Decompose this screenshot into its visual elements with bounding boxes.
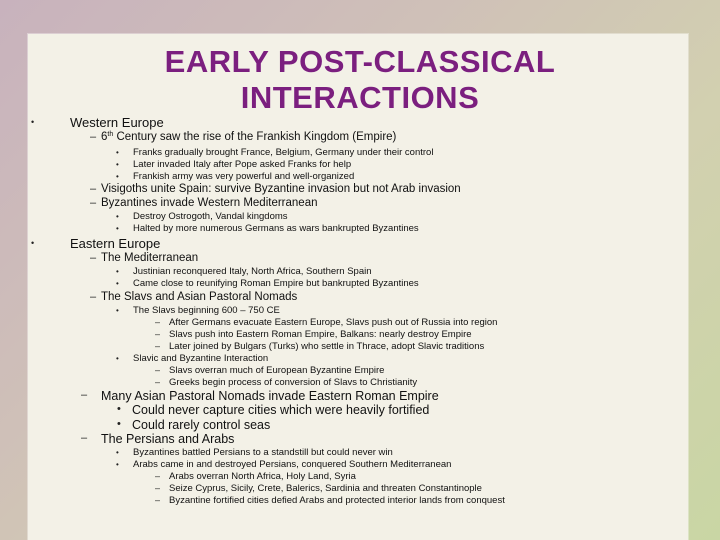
heading-eastern-europe: Eastern Europe [70,236,161,251]
nomads-point: Could never capture cities which were heavily fortified [132,403,430,417]
dash-marker: – [155,329,161,339]
nomads-point: Could rarely control seas [132,418,271,432]
dash-marker: – [155,341,161,351]
persians-subpoint: Byzantine fortified cities defied Arabs and protected interior lands from conquest [169,495,505,506]
slavs-subpoint: After Germans evacuate Eastern Europe, Slavs push out of Russia into region [169,317,498,328]
bullet-marker: • [117,403,121,415]
byzantines-line: Byzantines invade Western Mediterranean [101,197,318,209]
frankish-point: Franks gradually brought France, Belgium, Germany under their control [133,147,434,158]
dash-marker: – [90,183,97,195]
slavs-point: Slavic and Byzantine Interaction [133,353,269,364]
bullet-marker: • [116,306,119,315]
byzantine-point: Halted by more numerous Germans as wars bankrupted Byzantines [133,223,419,234]
persians-point: Arabs came in and destroyed Persians, conquered Southern Mediterranean [133,459,452,470]
slavs-subpoint: Slavs push into Eastern Roman Empire, Balkans: nearly destroy Empire [169,329,472,340]
bullet-marker: • [116,448,119,457]
dash-marker: – [155,377,161,387]
mediterranean-point: Justinian reconquered Italy, North Africa, Southern Spain [133,266,372,277]
slavs-nomads-line: The Slavs and Asian Pastoral Nomads [101,291,298,303]
bullet-marker: • [116,148,119,157]
dash-marker: – [155,471,161,481]
bullet-marker: • [116,212,119,221]
bullet-marker: • [116,460,119,469]
bullet-marker: • [116,279,119,288]
bullet-marker: • [116,224,119,233]
dash-marker: – [155,495,161,505]
dash-marker: – [155,317,161,327]
bullet-marker: • [116,172,119,181]
slavs-subpoint: Later joined by Bulgars (Turks) who settle in Thrace, adopt Slavic traditions [169,341,485,352]
persians-subpoint: Arabs overran North Africa, Holy Land, Syria [169,471,356,482]
dash-marker: – [90,197,97,209]
slavs-subpoint: Slavs overran much of European Byzantine Empire [169,365,385,376]
dash-marker: – [81,389,88,401]
bullet-marker: • [117,418,121,430]
bullet-marker: • [31,238,35,248]
persians-point: Byzantines battled Persians to a standstill but could never win [133,447,393,458]
frankish-kingdom-line [101,131,396,144]
persians-subpoint: Seize Cyprus, Sicily, Crete, Balerics, Sardinia and threaten Constantinople [169,483,482,494]
frankish-point: Frankish army was very powerful and well-organized [133,171,355,182]
bullet-marker: • [116,354,119,363]
frankish-text: Century saw the rise of the Frankish Kingdom (Empire) [113,131,397,143]
century-number: 6 [101,131,108,143]
byzantine-point: Destroy Ostrogoth, Vandal kingdoms [133,211,288,222]
frankish-point: Later invaded Italy after Pope asked Franks for help [133,159,352,170]
heading-western-europe: Western Europe [70,115,164,130]
persians-arabs-line: The Persians and Arabs [101,432,235,446]
dash-marker: – [81,432,88,444]
dash-marker: – [155,365,161,375]
bullet-marker: • [116,267,119,276]
visigoths-line: Visigoths unite Spain: survive Byzantine invasion but not Arab invasion [101,183,461,195]
century-suffix: th [107,131,114,138]
slavs-subpoint: Greeks begin process of conversion of Slavs to Christianity [169,377,418,388]
nomads-line: Many Asian Pastoral Nomads invade Eastern Roman Empire [101,389,439,403]
slide-title: EARLY POST-CLASSICAL INTERACTIONS [164,44,556,115]
mediterranean-point: Came close to reunifying Roman Empire but bankrupted Byzantines [133,278,419,289]
dash-marker: – [90,291,97,303]
dash-marker: – [90,252,97,264]
bullet-marker: • [31,117,35,127]
mediterranean-line: The Mediterranean [101,252,199,264]
slavs-point: The Slavs beginning 600 – 750 CE [133,305,280,316]
bullet-marker: • [116,160,119,169]
dash-marker: – [90,131,97,143]
dash-marker: – [155,483,161,493]
